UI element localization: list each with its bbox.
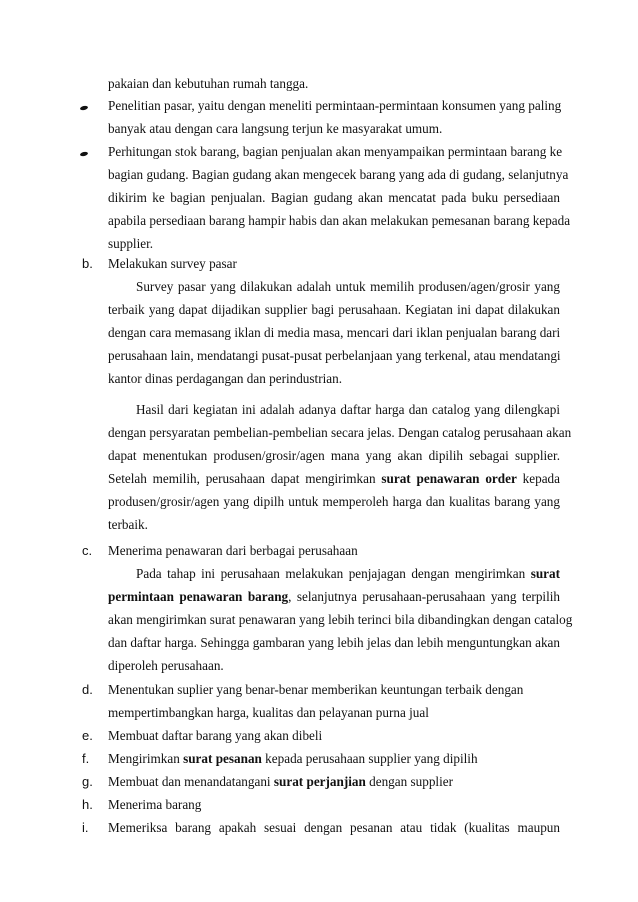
section-d-line-2: mempertimbangkan harga, kualitas dan pelayanan purna jual bbox=[108, 705, 429, 720]
section-f-text bbox=[108, 751, 478, 767]
section-b-marker: b. bbox=[82, 256, 93, 271]
section-b-bold-phrase: surat penawaran order bbox=[381, 471, 517, 486]
section-f-text-before: Mengirimkan bbox=[108, 751, 180, 766]
section-c-line-2 bbox=[108, 589, 560, 605]
bullet-2-line-1: Perhitungan stok barang, bagian penjualan akan menyampaikan permintaan barang ke bbox=[108, 144, 563, 159]
section-b-para1-line-3: dengan cara memasang iklan di media masa, mencari dari iklan penjualan barang dari bbox=[108, 325, 561, 340]
section-c-line-2-text: , selanjutnya perusahaan-perusahaan yang terpilih bbox=[288, 589, 560, 604]
section-g-text-after: dengan supplier bbox=[369, 774, 454, 789]
section-e-text: Membuat daftar barang yang akan dibeli bbox=[108, 728, 323, 743]
bullet-2-line-5: supplier. bbox=[108, 236, 154, 251]
section-g-text-before: Membuat dan menandatangani bbox=[108, 774, 271, 789]
section-c-line-1-text: Pada tahap ini perusahaan melakukan penjajagan dengan mengirimkan bbox=[136, 566, 526, 581]
section-b-para1-line-1: Survey pasar yang dilakukan adalah untuk memilih produsen/agen/grosir yang bbox=[136, 279, 560, 294]
section-d-line-1: Menentukan suplier yang benar-benar memberikan keuntungan terbaik dengan bbox=[108, 682, 524, 697]
section-i-text: Memeriksa barang apakah sesuai dengan pesanan atau tidak (kualitas maupun bbox=[108, 820, 560, 835]
section-f-bold-phrase: surat pesanan bbox=[183, 751, 262, 766]
section-b-para2-line-5: produsen/grosir/agen yang dipilh untuk memperoleh harga dan kualitas barang yang bbox=[108, 494, 560, 509]
section-b-para1-line-5: kantor dinas perdagangan dan perindustrian. bbox=[108, 371, 343, 386]
bullet-2-line-4: apabila persediaan barang hampir habis dan akan melakukan pemesanan barang kepada bbox=[108, 213, 571, 228]
bullet-2-line-3: dikirim ke bagian penjualan. Bagian gudang akan mencatat pada buku persediaan bbox=[108, 190, 560, 205]
section-b-para1-line-4: perusahaan lain, mendatangi pusat-pusat perbelanjaan yang terkenal, atau mendatangi bbox=[108, 348, 561, 363]
section-b-para2-line-3: dapat menentukan produsen/grosir/agen mana yang akan dipilih sebagai supplier. bbox=[108, 448, 560, 463]
bullet-1-line-2: banyak atau dengan cara langsung terjun ke masyarakat umum. bbox=[108, 121, 443, 136]
continuation-line: pakaian dan kebutuhan rumah tangga. bbox=[108, 76, 309, 91]
section-b-para2-text-after: kepada bbox=[522, 471, 560, 486]
section-e-marker: e. bbox=[82, 728, 93, 743]
section-b-para2-text-before: Setelah memilih, perusahaan dapat mengirimkan bbox=[108, 471, 376, 486]
section-c-title: Menerima penawaran dari berbagai perusahaan bbox=[108, 543, 358, 558]
section-g-bold-phrase: surat perjanjian bbox=[273, 774, 366, 789]
section-i-marker: i. bbox=[82, 820, 89, 835]
section-b-para2-line-6: terbaik. bbox=[108, 517, 148, 532]
section-c-bold-word: surat bbox=[530, 566, 561, 581]
section-c-line-4: dan daftar harga. Sehingga gambaran yang lebih jelas dan lebih menguntungkan akan bbox=[108, 635, 560, 650]
section-b-para1-line-2: terbaik yang dapat dijadikan supplier bagi perusahaan. Kegiatan ini dapat dilakukan bbox=[108, 302, 560, 317]
section-c-line-5: diperoleh perusahaan. bbox=[108, 658, 224, 673]
section-c-line-1 bbox=[136, 566, 560, 582]
section-b-para2-line-2: dengan persyaratan pembelian-pembelian secara jelas. Dengan catalog perusahaan akan bbox=[108, 425, 572, 440]
bullet-dot-icon bbox=[80, 105, 89, 111]
section-c-marker: c. bbox=[82, 543, 93, 558]
section-f-text-after: kepada perusahaan supplier yang dipilih bbox=[265, 751, 478, 766]
section-f-marker: f. bbox=[82, 751, 90, 766]
section-b-title: Melakukan survey pasar bbox=[108, 256, 237, 271]
section-h-marker: h. bbox=[82, 797, 93, 812]
bullet-dot-icon bbox=[80, 151, 89, 157]
section-c-bold-phrase: permintaan penawaran barang bbox=[108, 589, 289, 604]
section-b-para2-line-1: Hasil dari kegiatan ini adalah adanya daftar harga dan catalog yang dilengkapi bbox=[136, 402, 560, 417]
bullet-1-line-1: Penelitian pasar, yaitu dengan meneliti permintaan-permintaan konsumen yang paling bbox=[108, 98, 562, 113]
section-d-marker: d. bbox=[82, 682, 93, 697]
bullet-2-line-2: bagian gudang. Bagian gudang akan mengecek barang yang ada di gudang, selanjutnya bbox=[108, 167, 569, 182]
section-h-text: Menerima barang bbox=[108, 797, 202, 812]
section-c-line-3: akan mengirimkan surat penawaran yang lebih terinci bila dibandingkan dengan catalog bbox=[108, 612, 573, 627]
section-g-text bbox=[108, 774, 453, 790]
section-g-marker: g. bbox=[82, 774, 93, 789]
section-b-para2-line-4 bbox=[108, 471, 560, 487]
